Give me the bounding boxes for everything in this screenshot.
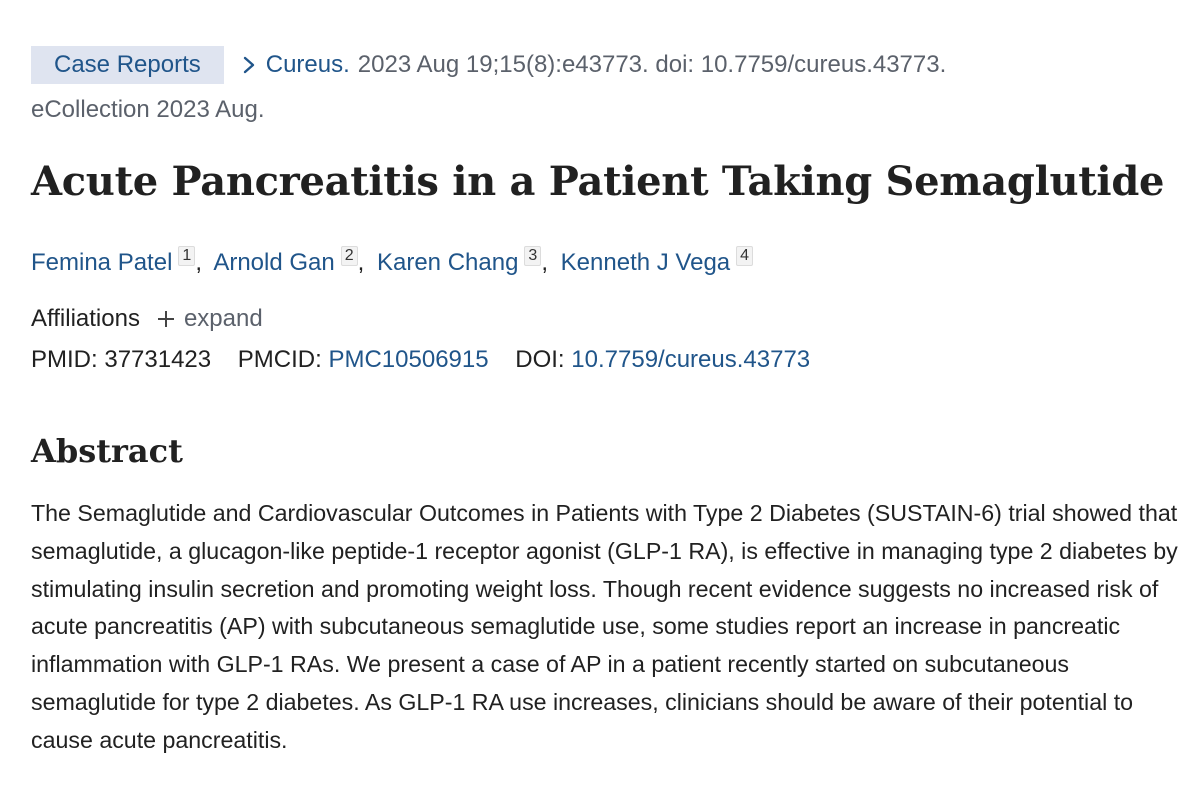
- author-link[interactable]: Karen Chang: [376, 249, 519, 276]
- affiliation-ref[interactable]: 1: [178, 246, 195, 266]
- chevron-right-icon: [242, 55, 256, 75]
- expand-label: expand: [183, 305, 263, 332]
- author-link[interactable]: Femina Patel: [31, 249, 173, 276]
- article-type-badge[interactable]: Case Reports: [31, 46, 224, 84]
- doi-label: DOI:: [515, 346, 565, 373]
- pmid-label: PMID:: [31, 346, 98, 373]
- plus-icon: [156, 309, 176, 329]
- author-separator: ,: [195, 249, 202, 276]
- author-link[interactable]: Kenneth J Vega: [560, 249, 731, 276]
- affiliation-ref[interactable]: 4: [736, 246, 753, 266]
- doi-link[interactable]: 10.7759/cureus.43773: [571, 346, 811, 373]
- journal-link[interactable]: Cureus.: [265, 51, 350, 78]
- author-list: [31, 246, 753, 277]
- citation-line: [31, 46, 946, 84]
- ecollection-text: eCollection 2023 Aug.: [31, 96, 265, 123]
- author-separator: ,: [357, 249, 365, 276]
- author-link[interactable]: Arnold Gan: [213, 249, 335, 276]
- affiliation-ref[interactable]: 2: [341, 246, 358, 266]
- affiliations-label: Affiliations: [31, 305, 140, 332]
- pmid-value: 37731423: [104, 346, 212, 373]
- pmcid-link[interactable]: PMC10506915: [328, 346, 489, 373]
- abstract-text: The Semaglutide and Cardiovascular Outcomes in Patients with Type 2 Diabetes (SUSTAIN-6) trial showed that semaglutide, a glucagon-like peptide-1 receptor agonist (GLP-1 RA), is effective in managing type 2 diabetes by stimulating insulin secretion and promoting weight loss. Though recent evidence suggests no increased risk of acute pancreatitis (AP) with subcutaneous semaglutide use, some studies report an increase in pancreatic inflammation with GLP-1 RAs. We present a case of AP in a patient recently started on subcutaneous semaglutide for type 2 diabetes. As GLP-1 RA use increases, clinicians should be aware of their potential to cause acute pancreatitis.: [31, 500, 1178, 753]
- identifiers-row: [31, 346, 810, 374]
- pmcid-label: PMCID:: [237, 346, 322, 373]
- author-separator: ,: [541, 249, 548, 276]
- citation-text: 2023 Aug 19;15(8):e43773. doi: 10.7759/cureus.43773.: [357, 51, 947, 78]
- affiliation-ref[interactable]: 3: [524, 246, 541, 266]
- article-title: Acute Pancreatitis in a Patient Taking Semaglutide: [31, 158, 1165, 205]
- affiliations-expand-button[interactable]: [156, 305, 263, 333]
- affiliations-row: [31, 305, 263, 333]
- abstract-heading: Abstract: [31, 432, 183, 470]
